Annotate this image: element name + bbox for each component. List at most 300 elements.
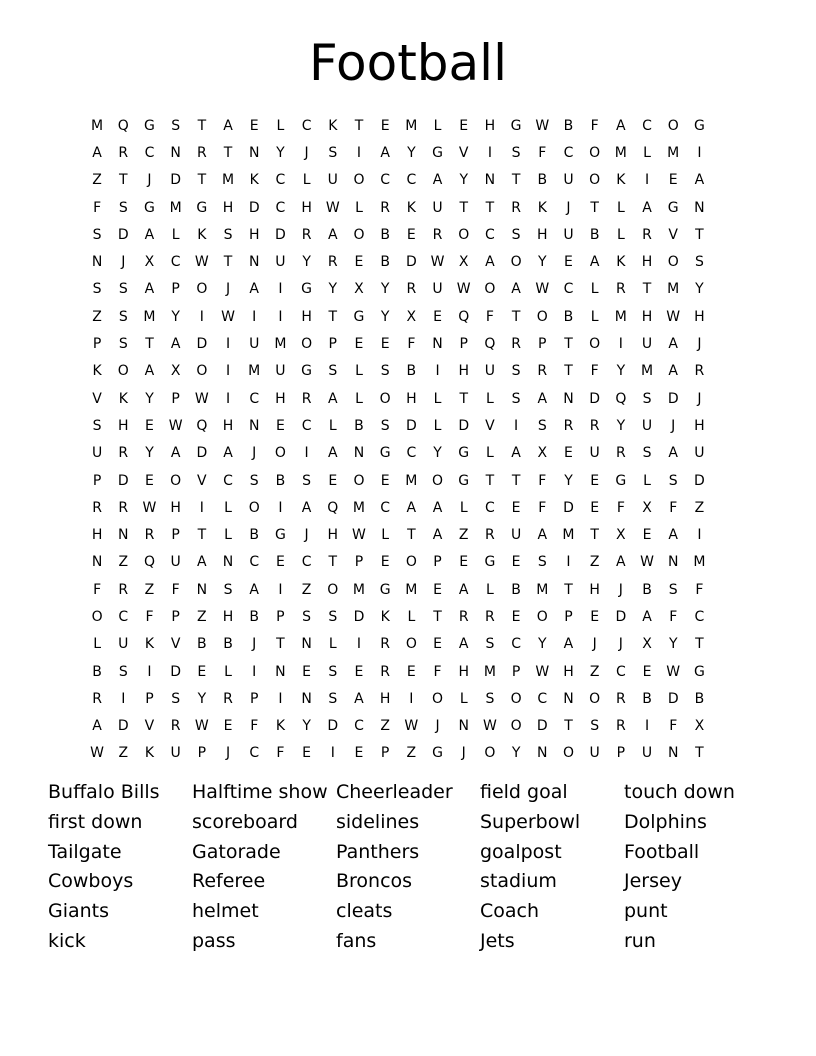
grid-letter: G xyxy=(432,144,443,161)
grid-letter: E xyxy=(590,472,600,489)
grid-letter: S xyxy=(537,554,547,571)
grid-letter: B xyxy=(406,363,417,380)
grid-letter: Z xyxy=(144,581,155,598)
grid-letter: O xyxy=(589,144,601,161)
grid-letter: S xyxy=(302,472,312,489)
grid-letter: H xyxy=(301,199,312,216)
grid-letter: X xyxy=(170,363,181,380)
grid-letter: S xyxy=(302,608,312,625)
grid-letter: J xyxy=(671,417,676,434)
grid-letter: O xyxy=(432,472,444,489)
grid-letter: U xyxy=(589,445,600,462)
grid-letter: A xyxy=(432,499,443,516)
grid-letter: F xyxy=(276,745,285,762)
grid-letter: H xyxy=(275,390,286,407)
grid-letter: F xyxy=(433,663,442,680)
grid-letter: W xyxy=(666,663,681,680)
grid-letter: L xyxy=(224,663,232,680)
grid-letter: N xyxy=(170,144,181,161)
grid-letter: B xyxy=(249,608,260,625)
grid-letter: S xyxy=(511,390,521,407)
grid-letter: R xyxy=(485,527,495,544)
grid-letter: I xyxy=(252,663,257,680)
grid-letter: Z xyxy=(118,745,129,762)
grid-letter: A xyxy=(563,636,574,653)
grid-letter: P xyxy=(145,690,154,707)
grid-letter: A xyxy=(537,390,548,407)
grid-letter: O xyxy=(405,636,417,653)
grid-letter: D xyxy=(667,390,679,407)
grid-letter: D xyxy=(353,608,365,625)
grid-letter: M xyxy=(405,117,418,134)
grid-letter: G xyxy=(301,281,313,298)
grid-letter: I xyxy=(225,363,231,380)
grid-letter: Z xyxy=(92,172,102,189)
word-list-item: Tailgate xyxy=(48,840,122,863)
grid-letter: N xyxy=(458,718,469,735)
grid-letter: O xyxy=(667,254,679,271)
grid-letter: H xyxy=(458,363,469,380)
word-list-item: fans xyxy=(336,929,377,952)
grid-letter: S xyxy=(380,417,390,434)
grid-letter: R xyxy=(615,445,626,462)
grid-letter: C xyxy=(485,226,495,243)
grid-letter: H xyxy=(694,417,705,434)
grid-letter: W xyxy=(168,417,183,434)
grid-letter: I xyxy=(487,144,492,161)
grid-letter: I xyxy=(330,745,335,762)
grid-letter: C xyxy=(354,718,364,735)
grid-letter: Y xyxy=(564,472,573,489)
word-list-item: Cheerleader xyxy=(336,781,453,803)
grid-letter: C xyxy=(537,690,548,707)
grid-letter: X xyxy=(458,254,469,271)
grid-letter: N xyxy=(275,663,286,680)
grid-letter: E xyxy=(354,336,364,353)
grid-letter: W xyxy=(352,527,366,544)
grid-letter: M xyxy=(483,663,496,680)
grid-letter: N xyxy=(537,745,548,762)
grid-letter: N xyxy=(301,636,312,653)
grid-letter: O xyxy=(405,554,417,571)
grid-letter: O xyxy=(170,472,182,489)
grid-letter: E xyxy=(511,499,521,516)
grid-letter: R xyxy=(615,718,626,735)
grid-letter: T xyxy=(564,581,573,598)
grid-letter: Z xyxy=(118,554,129,571)
grid-letter: W xyxy=(666,308,681,325)
grid-letter: H xyxy=(301,308,312,325)
grid-letter: I xyxy=(697,527,702,544)
grid-letter: X xyxy=(694,718,705,735)
word-list-item: pass xyxy=(192,929,236,952)
grid-letter: H xyxy=(91,527,103,544)
grid-letter: P xyxy=(171,390,180,407)
grid-letter: S xyxy=(590,718,600,735)
grid-letter: L xyxy=(355,199,363,216)
grid-letter: G xyxy=(379,445,391,462)
grid-letter: D xyxy=(536,718,548,735)
grid-letter: N xyxy=(667,554,679,571)
grid-letter: T xyxy=(145,336,154,353)
grid-letter: I xyxy=(304,445,309,462)
grid-letter: A xyxy=(432,527,443,544)
grid-letter: C xyxy=(249,745,260,762)
grid-letter: M xyxy=(693,554,706,571)
grid-letter: H xyxy=(118,417,129,434)
grid-letter: T xyxy=(590,199,599,216)
grid-letter: I xyxy=(514,417,519,434)
grid-letter: O xyxy=(301,336,313,353)
grid-letter: Z xyxy=(589,663,600,680)
grid-letter: L xyxy=(355,363,363,380)
grid-letter: L xyxy=(616,226,625,243)
grid-letter: R xyxy=(537,363,548,380)
grid-letter: S xyxy=(511,144,521,161)
grid-letter: R xyxy=(380,199,391,216)
grid-letter: P xyxy=(197,745,207,762)
grid-letter: E xyxy=(275,554,285,571)
grid-letter: H xyxy=(170,499,181,516)
grid-letter: J xyxy=(225,281,231,298)
grid-letter: S xyxy=(694,254,704,271)
grid-letter: A xyxy=(616,117,626,134)
grid-letter: E xyxy=(145,417,154,434)
grid-letter: I xyxy=(199,308,204,325)
grid-letter: H xyxy=(641,308,653,325)
grid-letter: J xyxy=(592,636,597,653)
grid-letter: P xyxy=(92,336,102,353)
grid-letter: C xyxy=(563,144,574,161)
grid-letter: Z xyxy=(197,608,207,625)
grid-letter: U xyxy=(641,336,653,353)
grid-letter: D xyxy=(170,663,182,680)
grid-letter: F xyxy=(407,336,416,353)
grid-letter: R xyxy=(485,608,495,625)
grid-letter: G xyxy=(144,199,155,216)
grid-letter: Q xyxy=(327,499,339,516)
word-list-item: Jersey xyxy=(624,870,682,893)
grid-letter: Y xyxy=(538,254,547,271)
grid-letter: J xyxy=(697,336,702,353)
word-list-item: Buffalo Bills xyxy=(48,781,160,803)
grid-letter: E xyxy=(249,117,259,134)
grid-letter: E xyxy=(590,608,600,625)
grid-letter: A xyxy=(301,499,312,516)
grid-letter: W xyxy=(482,718,497,735)
grid-letter: D xyxy=(694,472,705,489)
grid-letter: J xyxy=(697,390,702,407)
grid-letter: Q xyxy=(143,554,155,571)
grid-letter: T xyxy=(511,172,521,189)
grid-letter: U xyxy=(694,445,705,462)
word-list-item: Gatorade xyxy=(192,840,281,863)
grid-letter: T xyxy=(197,117,207,134)
grid-letter: O xyxy=(248,499,260,516)
grid-letter: G xyxy=(144,117,155,134)
grid-letter: L xyxy=(459,690,468,707)
grid-letter: V xyxy=(668,226,678,243)
grid-letter: T xyxy=(564,363,573,380)
word-list-item: touch down xyxy=(624,781,735,803)
grid-letter: C xyxy=(406,445,417,462)
grid-letter: N xyxy=(196,581,208,598)
grid-letter: N xyxy=(248,254,260,271)
grid-letter: I xyxy=(225,336,231,353)
grid-letter: K xyxy=(144,745,155,762)
grid-letter: A xyxy=(92,144,102,161)
grid-letter: V xyxy=(485,417,495,434)
grid-letter: S xyxy=(485,636,495,653)
grid-letter: A xyxy=(668,527,678,544)
grid-letter: A xyxy=(170,336,181,353)
grid-letter: Y xyxy=(380,281,390,298)
grid-letter: A xyxy=(589,254,600,271)
grid-letter: C xyxy=(380,499,391,516)
grid-letter: E xyxy=(406,663,416,680)
word-list-item: cleats xyxy=(336,900,393,923)
grid-letter: G xyxy=(667,199,679,216)
grid-letter: J xyxy=(147,172,152,189)
grid-letter: S xyxy=(328,663,338,680)
grid-letter: P xyxy=(171,608,180,625)
grid-letter: Y xyxy=(538,636,547,653)
grid-row xyxy=(84,658,713,685)
grid-letter: C xyxy=(275,172,286,189)
grid-letter: D xyxy=(117,226,129,243)
grid-letter: X xyxy=(406,308,417,325)
grid-letter: U xyxy=(170,745,181,762)
grid-row xyxy=(84,740,713,767)
grid-letter: B xyxy=(380,226,390,243)
grid-letter: R xyxy=(144,527,155,544)
grid-letter: X xyxy=(642,499,652,516)
grid-letter: D xyxy=(589,390,601,407)
grid-letter: C xyxy=(301,117,312,134)
grid-letter: R xyxy=(589,417,600,434)
grid-row xyxy=(84,358,713,385)
grid-letter: U xyxy=(91,445,103,462)
grid-letter: H xyxy=(563,663,574,680)
grid-letter: N xyxy=(667,745,679,762)
grid-letter: A xyxy=(642,608,652,625)
grid-letter: H xyxy=(327,527,339,544)
grid-letter: S xyxy=(642,390,652,407)
word-list-item: Halftime show xyxy=(192,781,328,803)
grid-letter: S xyxy=(511,363,521,380)
grid-letter: I xyxy=(252,308,257,325)
grid-letter: E xyxy=(380,117,390,134)
grid-letter: D xyxy=(667,690,679,707)
grid-row xyxy=(84,631,713,658)
grid-letter: S xyxy=(668,581,678,598)
grid-letter: N xyxy=(563,690,574,707)
grid-letter: V xyxy=(458,144,469,161)
grid-letter: I xyxy=(356,636,362,653)
grid-letter: Q xyxy=(484,336,496,353)
grid-letter: R xyxy=(432,226,443,243)
grid-letter: M xyxy=(667,144,680,161)
grid-letter: W xyxy=(535,117,550,134)
grid-letter: I xyxy=(618,336,623,353)
grid-letter: E xyxy=(511,554,521,571)
grid-letter: R xyxy=(406,281,417,298)
grid-letter: C xyxy=(642,117,652,134)
grid-letter: T xyxy=(328,554,338,571)
grid-letter: S xyxy=(668,472,678,489)
grid-letter: D xyxy=(405,417,417,434)
grid-row xyxy=(84,385,713,412)
grid-letter: T xyxy=(695,226,704,243)
grid-letter: Y xyxy=(302,254,311,271)
grid-letter: S xyxy=(328,144,338,161)
grid-letter: Z xyxy=(301,581,312,598)
grid-letter: W xyxy=(535,281,550,298)
grid-letter: R xyxy=(223,690,233,707)
grid-letter: R xyxy=(642,226,652,243)
grid-letter: S xyxy=(118,336,128,353)
grid-letter: C xyxy=(301,417,312,434)
grid-letter: L xyxy=(643,472,651,489)
grid-letter: T xyxy=(328,308,338,325)
grid-letter: K xyxy=(275,718,285,735)
grid-letter: A xyxy=(616,554,626,571)
grid-letter: H xyxy=(694,308,705,325)
grid-letter: F xyxy=(538,472,547,489)
grid-letter: L xyxy=(616,199,625,216)
grid-letter: U xyxy=(432,199,443,216)
grid-letter: R xyxy=(118,581,129,598)
grid-letter: L xyxy=(643,144,651,161)
grid-letter: T xyxy=(433,608,442,625)
grid-letter: X xyxy=(537,445,548,462)
grid-letter: O xyxy=(589,336,601,353)
grid-letter: E xyxy=(145,472,154,489)
grid-letter: C xyxy=(615,663,626,680)
grid-letter: M xyxy=(562,527,575,544)
grid-letter: K xyxy=(118,390,128,407)
grid-letter: E xyxy=(223,718,233,735)
grid-letter: R xyxy=(327,254,338,271)
grid-letter: O xyxy=(484,745,496,762)
grid-letter: K xyxy=(616,172,626,189)
grid-letter: F xyxy=(485,308,494,325)
grid-row xyxy=(84,248,713,275)
grid-letter: R xyxy=(170,718,181,735)
grid-row xyxy=(84,440,713,467)
letter-grid xyxy=(84,112,713,767)
word-list-item: run xyxy=(624,929,656,952)
grid-letter: S xyxy=(249,472,259,489)
grid-letter: K xyxy=(144,636,155,653)
word-list-item: kick xyxy=(48,929,86,952)
grid-letter: Y xyxy=(197,690,207,707)
grid-letter: C xyxy=(380,172,391,189)
grid-letter: W xyxy=(194,390,209,407)
grid-letter: T xyxy=(485,472,495,489)
grid-letter: C xyxy=(249,554,260,571)
grid-letter: T xyxy=(223,254,233,271)
word-list-item: Jets xyxy=(480,929,515,952)
grid-letter: H xyxy=(222,608,234,625)
grid-letter: R xyxy=(615,690,626,707)
grid-letter: P xyxy=(564,608,573,625)
grid-letter: G xyxy=(301,363,313,380)
grid-letter: E xyxy=(668,172,678,189)
grid-letter: V xyxy=(144,718,155,735)
grid-letter: M xyxy=(614,308,627,325)
grid-letter: L xyxy=(459,499,468,516)
grid-letter: Y xyxy=(380,308,390,325)
grid-letter: M xyxy=(614,144,627,161)
grid-letter: F xyxy=(669,718,678,735)
grid-letter: S xyxy=(223,581,233,598)
grid-letter: G xyxy=(353,308,365,325)
grid-letter: Y xyxy=(433,445,442,462)
grid-letter: M xyxy=(640,363,654,380)
grid-letter: C xyxy=(275,199,286,216)
grid-letter: O xyxy=(510,690,522,707)
grid-letter: R xyxy=(118,499,129,516)
grid-letter: J xyxy=(618,636,623,653)
grid-letter: C xyxy=(249,390,260,407)
grid-letter: N xyxy=(118,527,129,544)
grid-letter: W xyxy=(221,308,235,325)
grid-letter: O xyxy=(536,308,548,325)
grid-letter: E xyxy=(354,663,364,680)
grid-letter: B xyxy=(249,527,260,544)
grid-letter: E xyxy=(354,745,364,762)
grid-row xyxy=(84,330,713,357)
grid-letter: Z xyxy=(92,308,102,325)
grid-letter: D xyxy=(563,499,574,516)
grid-row xyxy=(84,713,713,740)
grid-letter: T xyxy=(485,199,495,216)
grid-letter: T xyxy=(276,636,285,653)
grid-letter: Y xyxy=(171,308,180,325)
grid-letter: A xyxy=(223,445,233,462)
grid-letter: D xyxy=(615,608,627,625)
grid-letter: P xyxy=(616,745,626,762)
grid-letter: B xyxy=(197,636,207,653)
grid-letter: N xyxy=(91,254,103,271)
grid-letter: N xyxy=(248,417,260,434)
grid-letter: F xyxy=(93,199,102,216)
word-list-item: field goal xyxy=(480,781,568,803)
grid-letter: R xyxy=(615,281,626,298)
grid-letter: O xyxy=(353,172,365,189)
grid-letter: Q xyxy=(196,417,208,434)
grid-letter: X xyxy=(616,527,626,544)
page-title: Football xyxy=(309,34,507,92)
grid-letter: P xyxy=(538,336,547,353)
grid-letter: A xyxy=(380,144,390,161)
grid-letter: I xyxy=(278,281,283,298)
grid-letter: L xyxy=(276,117,285,134)
grid-letter: L xyxy=(328,636,337,653)
grid-letter: L xyxy=(224,527,232,544)
grid-row xyxy=(84,167,713,194)
grid-letter: Y xyxy=(302,718,311,735)
grid-letter: P xyxy=(459,336,468,353)
grid-letter: U xyxy=(249,336,260,353)
grid-letter: A xyxy=(458,636,469,653)
grid-letter: F xyxy=(590,117,599,134)
grid-letter: C xyxy=(406,172,417,189)
grid-letter: D xyxy=(275,226,286,243)
grid-letter: W xyxy=(640,554,654,571)
grid-letter: C xyxy=(118,608,129,625)
